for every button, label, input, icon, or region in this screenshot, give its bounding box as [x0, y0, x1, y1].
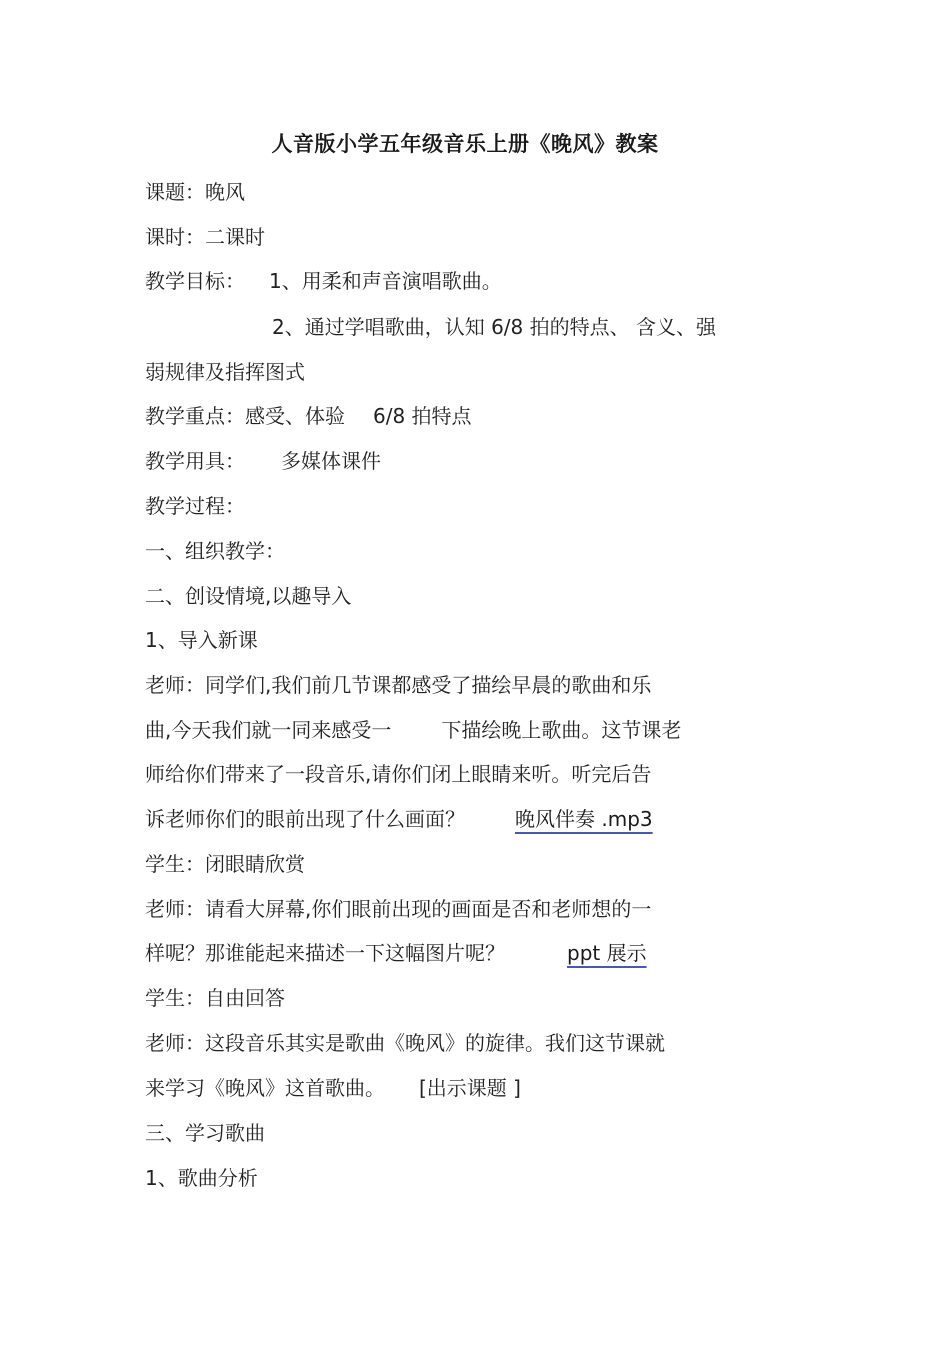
section-2-1-heading: 1、导入新课	[145, 628, 258, 652]
paragraph-5-line-2-text: 来学习《晚风》这首歌曲。	[145, 1076, 385, 1100]
paragraph-1-line-2-left: 曲,今天我们就一同来感受一	[145, 718, 392, 742]
tools-label: 教学用具：	[145, 449, 245, 473]
goal-2-continuation: 弱规律及指挥图式	[145, 360, 305, 384]
student-line-2: 学生：自由回答	[145, 986, 285, 1010]
ppt-link[interactable]: ppt 展示	[567, 941, 647, 965]
keypoint-value: 6/8 拍特点	[373, 404, 472, 428]
section-3-heading: 三、学习歌曲	[145, 1121, 265, 1145]
section-2-heading: 二、创设情境,以趣导入	[145, 584, 352, 608]
paragraph-1-line-3: 师给你们带来了一段音乐,请你们闭上眼睛来听。听完后告	[145, 762, 652, 786]
paragraph-1-line-1: 老师：同学们,我们前几节课都感受了描绘早晨的歌曲和乐	[145, 673, 652, 697]
goal-2-line: 2、通过学唱歌曲，认知 6/8 拍的特点、 含义、强	[272, 315, 716, 339]
paragraph-3-line-2	[145, 939, 647, 967]
paragraph-3-line-2-text: 样呢？那谁能起来描述一下这幅图片呢？	[145, 941, 505, 965]
paragraph-1-line-4-text: 诉老师你们的眼前出现了什么画面？	[145, 807, 465, 831]
keypoint-label: 教学重点：感受、体验	[145, 404, 345, 428]
goal-1: 1、用柔和声音演唱歌曲。	[269, 269, 502, 293]
audio-file-link[interactable]: 晚风伴奏 .mp3	[515, 807, 653, 831]
section-1-heading: 一、组织教学：	[145, 539, 285, 563]
paragraph-5-line-1: 老师：这段音乐其实是歌曲《晚风》的旋律。我们这节课就	[145, 1031, 665, 1055]
paragraph-3-line-1: 老师：请看大屏幕,你们眼前出现的画面是否和老师想的一	[145, 897, 652, 921]
paragraph-1-line-2	[145, 716, 681, 744]
paragraph-1-line-2-right: 下描绘晚上歌曲。这节课老	[441, 718, 682, 742]
process-heading: 教学过程：	[145, 494, 245, 518]
document-title: 人音版小学五年级音乐上册《晚风》教案	[271, 132, 659, 156]
tools-value: 多媒体课件	[281, 449, 381, 473]
goals-label: 教学目标：	[145, 269, 245, 293]
show-title-note: [出示课题 ]	[419, 1076, 521, 1100]
period-line: 课时：二课时	[145, 225, 265, 249]
paragraph-1-line-4	[145, 805, 653, 833]
topic-line: 课题：晚风	[145, 180, 245, 204]
goals-line	[145, 267, 502, 295]
paragraph-5-line-2	[145, 1074, 521, 1102]
tools-line	[145, 447, 381, 475]
student-line-1: 学生：闭眼睛欣赏	[145, 852, 305, 876]
section-3-1-heading: 1、歌曲分析	[145, 1166, 258, 1190]
keypoint-line	[145, 402, 472, 430]
